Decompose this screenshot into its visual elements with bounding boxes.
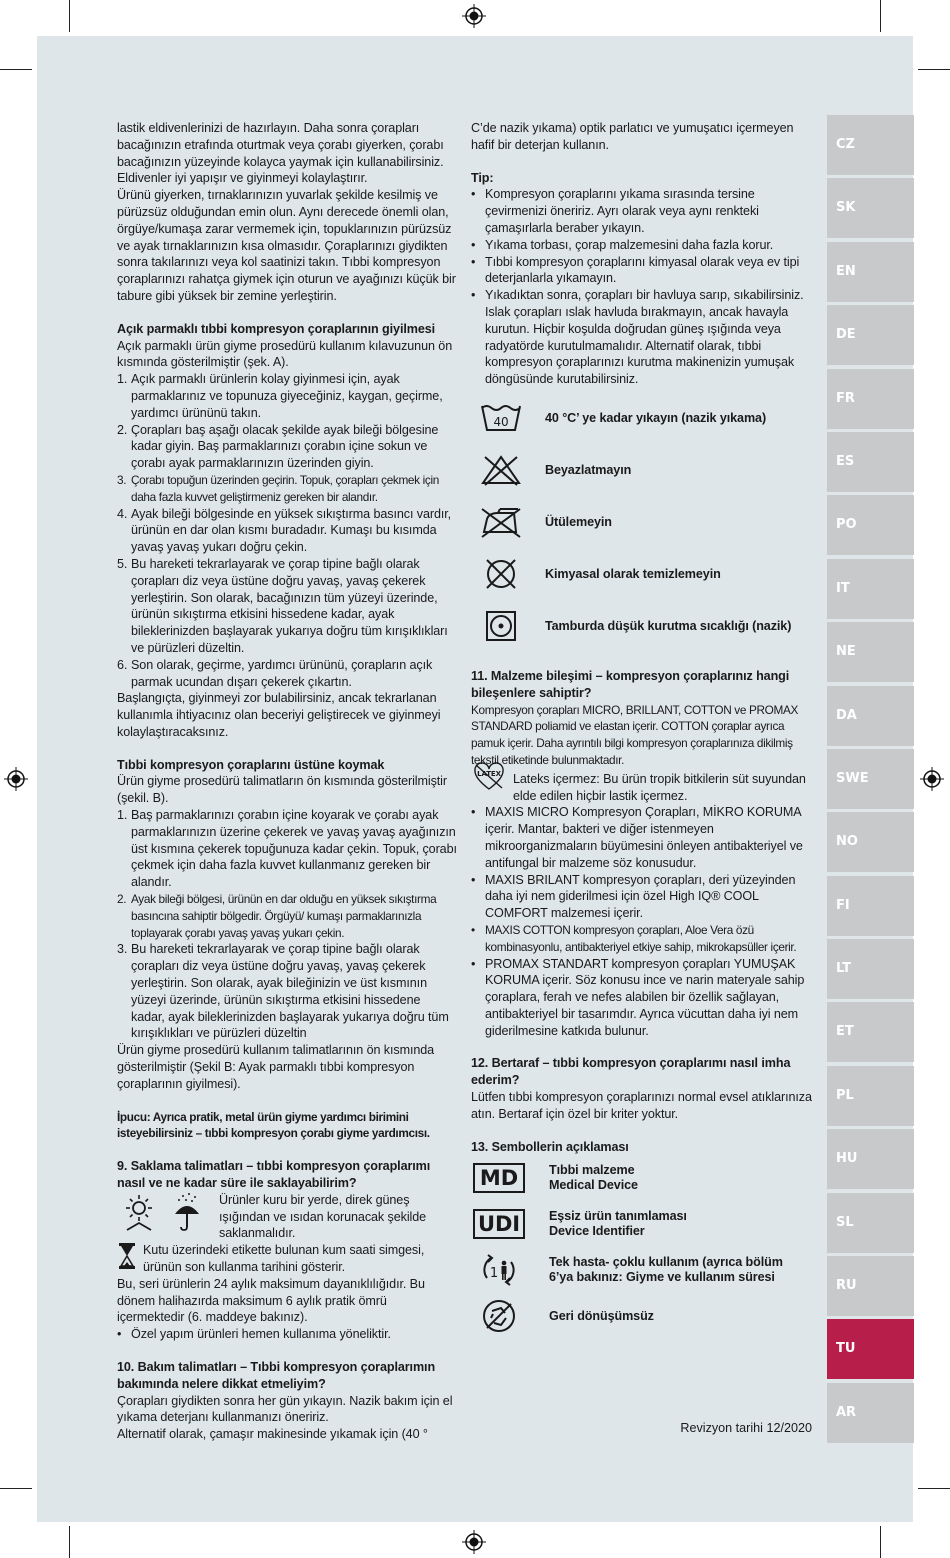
no-dry-clean-icon — [471, 552, 531, 596]
registration-mark-icon — [920, 767, 944, 791]
crop-mark — [918, 1488, 950, 1489]
label-symbol-row — [471, 1159, 816, 1197]
expiry-note-text: Kutu üzerindeki etikette bulunan kum saati simgesi, ürünün son kullanma tarihini gösterir. — [143, 1243, 425, 1274]
crop-mark — [0, 1488, 32, 1489]
storage-note-text: Ürünler kuru bir yerde, direk güneş ışığından ve ısıdan korunacak şekilde saklanmalıdır. — [219, 1192, 427, 1241]
care-symbol-row — [471, 496, 816, 548]
label-symbol-row — [471, 1297, 816, 1335]
language-tab-swe[interactable]: SWE — [827, 749, 914, 809]
sun-umbrella-icon — [117, 1192, 213, 1242]
list-marker: • — [117, 1327, 122, 1342]
crop-mark — [69, 1526, 70, 1558]
language-tab-it[interactable]: IT — [827, 559, 914, 619]
language-tab-en[interactable]: EN — [827, 242, 914, 302]
list-marker: • — [471, 956, 476, 971]
list-marker: 2. — [117, 892, 127, 907]
language-tab-ru[interactable]: RU — [827, 1256, 914, 1316]
list-item-text: Ayak bileği bölgesinde en yüksek sıkıştırma basıncı vardır, ürünün en dar olan kısmı buradadır. Kumaşı bu kısımda yavaş yavaş yukarı doğru çekin. — [131, 506, 452, 555]
spacer — [117, 741, 457, 757]
spacer — [471, 652, 816, 668]
list-marker: • — [471, 288, 476, 303]
label-symbol-text — [527, 1255, 783, 1286]
language-tab-hu[interactable]: HU — [827, 1129, 914, 1189]
care-symbol-label: 40 °C’ ye kadar yıkayın (nazik yıkama) — [545, 410, 767, 425]
section-heading: 9. Saklama talimatları – tıbbi kompresyon çoraplarımı nasıl ve ne kadar süre ile saklayabilirim? — [117, 1159, 431, 1191]
language-tab-de[interactable]: DE — [827, 305, 914, 365]
single-patient-icon — [471, 1251, 527, 1289]
language-tab-da[interactable]: DA — [827, 686, 914, 746]
single-patient-number: 1 — [489, 1266, 499, 1282]
list-item — [117, 1326, 457, 1343]
bullet-list — [471, 186, 816, 388]
latex-free-text: Lateks içermez: Bu ürün tropik bitkilerin süt suyundan elde edilen hiçbir lastik içermez. — [513, 771, 806, 803]
registration-mark-icon — [462, 1530, 486, 1554]
list-item — [117, 556, 457, 657]
list-marker: • — [471, 187, 476, 202]
paragraph: Çorapları giydikten sonra her gün yıkayın. Nazik bakım için el yıkama deterjanı kullanmanızı öneririz. — [117, 1393, 453, 1425]
list-item — [471, 804, 816, 871]
list-marker: 1. — [117, 808, 128, 823]
care-symbol-label: Beyazlatmayın — [545, 462, 632, 477]
list-item — [471, 872, 816, 922]
list-marker: 4. — [117, 506, 128, 521]
list-marker: 6. — [117, 657, 128, 672]
list-item — [471, 237, 816, 254]
paragraph: lastik eldivenlerinizi de hazırlayın. Daha sonra çorapları bacağınızın etrafında oturtmak veya çorabı giyerken, çorabı bacağınızın yüzeyinde kolayca yaymak için kullanabilirsiniz. Eldivenler iyi yapışır ve giyinmeyi kolaylaştırır. — [117, 121, 444, 186]
language-tab-ne[interactable]: NE — [827, 622, 914, 682]
spacer — [117, 1343, 457, 1359]
list-item — [117, 506, 457, 556]
list-marker: • — [471, 872, 476, 887]
label-symbol-row — [471, 1251, 816, 1289]
list-item — [471, 186, 816, 236]
bullet-list — [117, 371, 457, 690]
paragraph: Ürün giyme prosedürü talimatların ön kısmında gösterilmiştir (şekil. B). — [117, 774, 447, 806]
list-item — [117, 941, 457, 1042]
list-item-text: PROMAX STANDART kompresyon çorapları YUMUŞAK KORUMA içerir. Söz konusu ince ve narin materyale sahip çoraplara, ferah ve nefes alabilen bir özellik sağlayan, antibakteriyel bir tasarımdır. Ayrıca vücuttan daha iyi nem giderilmesine katkıda bulunur. — [485, 956, 805, 1038]
section-heading: 13. Sembollerin açıklaması — [471, 1139, 629, 1154]
list-item-text: Çorapları baş aşağı olacak şekilde ayak bileği bölgesine kadar giyin. Baş parmaklarınızı çorabın içine sokun ve çorabı ayak parmaklarınızın üzerinden giyin. — [131, 422, 439, 471]
list-item — [471, 254, 816, 288]
language-tab-pl[interactable]: PL — [827, 1066, 914, 1126]
crop-mark — [880, 0, 881, 32]
left-text-column — [117, 120, 457, 1443]
language-tab-no[interactable]: NO — [827, 812, 914, 872]
language-tab-lt[interactable]: LT — [827, 939, 914, 999]
storage-note — [117, 1192, 457, 1242]
care-symbol-row — [471, 444, 816, 496]
label-symbol-text — [527, 1209, 687, 1240]
bullet-list — [471, 804, 816, 1039]
hourglass-icon — [117, 1242, 137, 1276]
list-marker: • — [471, 922, 475, 937]
spacer — [471, 1123, 816, 1139]
list-item — [471, 922, 816, 956]
list-item-text: Son olarak, geçirme, yardımcı ürününü, çorapların açık parmak ucundan dışarı çekerek çıkartın. — [131, 657, 433, 689]
registration-mark-icon — [4, 767, 28, 791]
list-item — [117, 807, 457, 891]
list-marker: 1. — [117, 372, 128, 387]
wash-temp-label: 40 — [493, 414, 509, 429]
registration-mark-icon — [462, 4, 486, 28]
list-marker: 3. — [117, 472, 127, 487]
paragraph: Başlangıçta, giyinmeyi zor bulabilirsiniz, ancak tekrarlanan kullanımla ihtiyacınız olan beceriyi geliştirecek ve giyinmeyi kolaylaştıracaksınız. — [117, 691, 441, 739]
latex-icon-text: LATEX — [477, 769, 501, 778]
label-symbol-line: Tek hasta- çoklu kullanım (ayrıca bölüm — [549, 1254, 783, 1269]
no-bleach-icon — [471, 448, 531, 492]
revision-date: Revizyon tarihi 12/2020 — [680, 1421, 812, 1435]
tumble-dry-low-icon — [471, 604, 531, 648]
right-text-column — [471, 120, 816, 1343]
label-symbol-text — [527, 1309, 654, 1325]
label-symbols — [471, 1159, 816, 1335]
care-symbol-label: Kimyasal olarak temizlemeyin — [545, 566, 721, 581]
spacer — [117, 305, 457, 321]
language-tab-fr[interactable]: FR — [827, 369, 914, 429]
section-heading: 10. Bakım talimatları – Tıbbi kompresyon çoraplarımın bakımında nelere dikkat etmeliyim? — [117, 1359, 436, 1391]
list-item — [117, 472, 457, 506]
list-item-text: Özel yapım ürünleri hemen kullanıma yöneliktir. — [131, 1327, 391, 1342]
list-item — [471, 956, 816, 1040]
label-symbol-line: Eşsiz ürün tanımlaması — [549, 1208, 687, 1223]
latex-free-icon — [471, 761, 507, 805]
list-item-text: Yıkama torbası, çorap malzemesini daha fazla korur. — [485, 237, 774, 252]
udi-icon — [471, 1205, 527, 1243]
language-tab-sk[interactable]: SK — [827, 178, 914, 238]
list-item-text: Ayak bileği bölgesi, ürünün en dar olduğu en yüksek sıkıştırma basıncına sahiptir bölgedir. Örgüyü/ kumaşı parmaklarınızla toplayarak çorabı yavaş yavaş yukarı çekin. — [131, 892, 437, 940]
list-item-text: Baş parmaklarınızı çorabın içine koyarak ve çorabı ayak parmaklarınızın üzerine çekerek ve yavaş yavaş ayağınızın üst kısmına çekerek topuğunuza kadar çekin. Topuk, çorabı çekmek için daha fazla kuvvet kullanmanız gereken bir alandır. — [131, 808, 457, 890]
list-item-text: MAXIS COTTON kompresyon çorapları, Aloe Vera özü kombinasyonlu, antibakteriyel etkiye sahip, mikrokapsüller içerir. — [485, 922, 797, 954]
care-symbol-row — [471, 600, 816, 652]
care-symbol-row — [471, 548, 816, 600]
language-tab-ar[interactable]: AR — [827, 1383, 914, 1443]
bullet-list — [117, 1326, 457, 1343]
label-symbol-line: Device Identifier — [549, 1224, 645, 1239]
list-marker: • — [471, 805, 476, 820]
list-item-text: Yıkadıktan sonra, çorapları bir havluya sarıp, sıkabilirsiniz. Islak çorapları ıslak havluda bırakmayın, ancak havayla kurutun. Hiçbir koşulda doğrudan güneş ışığında veya radyatörde kurutulmamalıdır. Alternatif olarak, tıbbi kompresyon çoraplarınızı kurutma makinenizin yumuşak döngüsünde kurutabilirsiniz. — [485, 288, 804, 387]
expiry-note — [117, 1242, 457, 1276]
care-symbol-label: Tamburda düşük kurutma sıcaklığı (nazik) — [545, 618, 792, 633]
section-heading: Tıbbi kompresyon çoraplarını üstüne koymak — [117, 757, 385, 772]
list-item — [117, 657, 457, 691]
udi-icon-text: UDI — [473, 1209, 525, 1239]
list-item-text: Bu hareketi tekrarlayarak ve çorap tipine bağlı olarak çorapları diz veya üstüne doğru yavaş, yavaş çekerek yerleştirin. Son olarak, ayak bileğinizin ve üst kısmının yüzeyi üzerinde, ürünün sıkıştırma etkisini hissedene kadar, ayak bileklerinizden başlayarak yukarıya doğru tüm kırışıklıkları ve pürüzleri düzeltin — [131, 942, 449, 1041]
label-symbol-line: 6’ya bakınız: Giyme ve kullanım süresi — [549, 1270, 775, 1285]
language-tab-fi[interactable]: FI — [827, 876, 914, 936]
label-symbol-line: Tıbbi malzeme — [549, 1162, 635, 1177]
list-item-text: Açık parmaklı ürünlerin kolay giyinmesi için, ayak parmaklarınız ve topunuza giyeceğiniz, kaygan, geçirme, yardımcı ürününü takın. — [131, 372, 443, 420]
bullet-list — [117, 807, 457, 1042]
paragraph: Açık parmaklı ürün giyme prosedürü kullanım kılavuzunun ön kısmında gösterilmiştir (şek. A). — [117, 338, 453, 370]
list-item — [117, 422, 457, 472]
list-item-text: MAXIS MICRO Kompresyon Çorapları, MİKRO KORUMA içerir. Mantar, bakteri ve diğer istenmeyen mikroorganizmaların büyümesini önleyen antibakteriyel ve antifungal bir malzeme söz konusudur. — [485, 805, 803, 870]
language-tabs — [827, 115, 914, 1446]
md-icon — [471, 1159, 527, 1197]
language-tab-po[interactable]: PO — [827, 495, 914, 555]
list-item — [117, 891, 457, 941]
list-item-text: Tıbbi kompresyon çoraplarını kimyasal olarak veya ev tipi deterjanlarla yıkamayın. — [485, 254, 800, 286]
paragraph: Ürünü giyerken, tırnaklarınızın yuvarlak şekilde kesilmiş ve pürüzsüz olduğundan emin olun. Aynı derecede önemli olan, örgüye/kumaşa zarar vermemek için, topuklarınızın pürüzsüz ve ayak tırnaklarınızın kısa olmasıdır. Çoraplarınızı giydikten sonra takılarınızı veya kol saatinizi takın. Tıbbi kompresyon çoraplarınızı rahatça giymek için oturun ve ayağınızı küçük bir tabure gibi yüksek bir zemine yerleştirin. — [117, 188, 456, 303]
list-marker: 2. — [117, 422, 128, 437]
language-tab-cz[interactable]: CZ — [827, 115, 914, 175]
label-symbol-line: Geri dönüşümsüz — [549, 1308, 654, 1323]
wash-40-icon — [471, 396, 531, 440]
section-heading: İpucu: Ayrıca pratik, metal ürün giyme yardımcı birimini isteyebilirsiniz – tıbbi kompresyon çorabı giyme yardımcısı. — [117, 1109, 430, 1141]
care-symbol-row — [471, 392, 816, 444]
list-marker: 5. — [117, 556, 128, 571]
language-tab-tu[interactable]: TU — [827, 1319, 914, 1379]
list-marker: 3. — [117, 942, 128, 957]
spacer — [471, 1039, 816, 1055]
section-heading: Açık parmaklı tıbbi kompresyon çoraplarının giyilmesi — [117, 321, 436, 336]
spacer — [471, 154, 816, 170]
paragraph: Ürün giyme prosedürü kullanım talimatlarının ön kısmında gösterilmiştir (Şekil B: Ayak parmaklı tıbbi kompresyon çoraplarının giyilmesi). — [117, 1043, 435, 1091]
language-tab-sl[interactable]: SL — [827, 1193, 914, 1253]
label-symbol-text — [527, 1163, 638, 1194]
crop-mark — [880, 1526, 881, 1558]
language-tab-es[interactable]: ES — [827, 432, 914, 492]
latex-free-note — [471, 755, 816, 805]
no-iron-icon — [471, 500, 531, 544]
paragraph: Alternatif olarak, çamaşır makinesinde yıkamak için (40 ° — [117, 1427, 428, 1442]
list-item-text: Kompresyon çoraplarını yıkama sırasında tersine çevirmenizi öneririz. Ayrı olarak veya aynı renkteki çamaşırlarla beraber yıkayın. — [485, 187, 759, 235]
section-heading: 11. Malzeme bileşimi – kompresyon çoraplarınız hangi bileşenlere sahiptir? — [471, 668, 790, 700]
list-item-text: MAXIS BRILANT kompresyon çorapları, deri yüzeyinden daha iyi nem giderilmesi için özel High IQ® COOL COMFORT malzemesi içerir. — [485, 872, 796, 921]
md-icon-text: MD — [473, 1163, 525, 1193]
label-symbol-line: Medical Device — [549, 1178, 638, 1193]
care-symbols — [471, 392, 816, 652]
list-item-text: Bu hareketi tekrarlayarak ve çorap tipine bağlı olarak çorapları diz veya üstüne doğru yavaş, yavaş çekerek yerleştirin. Son olarak, bacağınızın tüm yüzeyi üzerinde, ürünün sıkıştırma etkisini hissedene kadar, ayak bileklerinizden başlayarak yukarıya doğru tüm kırışıklıkları ve pürüzleri düzeltin. — [131, 556, 448, 655]
language-tab-et[interactable]: ET — [827, 1002, 914, 1062]
list-marker: • — [471, 237, 476, 252]
list-item — [471, 287, 816, 388]
list-item-text: Çorabı topuğun üzerinden geçirin. Topuk, çorapları çekmek için daha fazla kuvvet geliştirmeniz gereken bir alandır. — [131, 472, 439, 504]
crop-mark — [0, 69, 32, 70]
spacer — [117, 1142, 457, 1158]
list-marker: • — [471, 254, 476, 269]
section-heading: 12. Bertaraf – tıbbi kompresyon çoraplarımı nasıl imha ederim? — [471, 1056, 791, 1088]
paragraph: Lütfen tıbbi kompresyon çoraplarınızı normal evsel atıklarınıza atın. Bertaraf için özel bir kriter yoktur. — [471, 1090, 812, 1121]
label-symbol-row — [471, 1205, 816, 1243]
paragraph: Kompresyon çorapları MICRO, BRILLANT, COTTON ve PROMAX STANDARD poliamid ve elastan içerir. COTTON çoraplar ayrıca pamuk içerir. Daha ayrıntılı bilgi kompresyon çoraplarınıza dikilmiş tekstil etiketinde bulunmaktadır. — [471, 702, 799, 767]
crop-mark — [918, 69, 950, 70]
list-item — [117, 371, 457, 421]
care-symbol-label: Ütülemeyin — [545, 514, 612, 529]
spacer — [117, 1093, 457, 1109]
paragraph: Bu, seri ürünlerin 24 aylık maksimum dayanıklılığıdır. Bu dönem halihazırda maksimum 6 aylık pratik ömrü içermektedir (6. maddeye bakınız). — [117, 1276, 425, 1325]
crop-mark — [69, 0, 70, 32]
non-recyclable-icon — [471, 1297, 527, 1335]
section-heading: Tip: — [471, 170, 494, 185]
paragraph: C’de nazik yıkama) optik parlatıcı ve yumuşatıcı içermeyen hafif bir deterjan kullanın. — [471, 121, 794, 152]
